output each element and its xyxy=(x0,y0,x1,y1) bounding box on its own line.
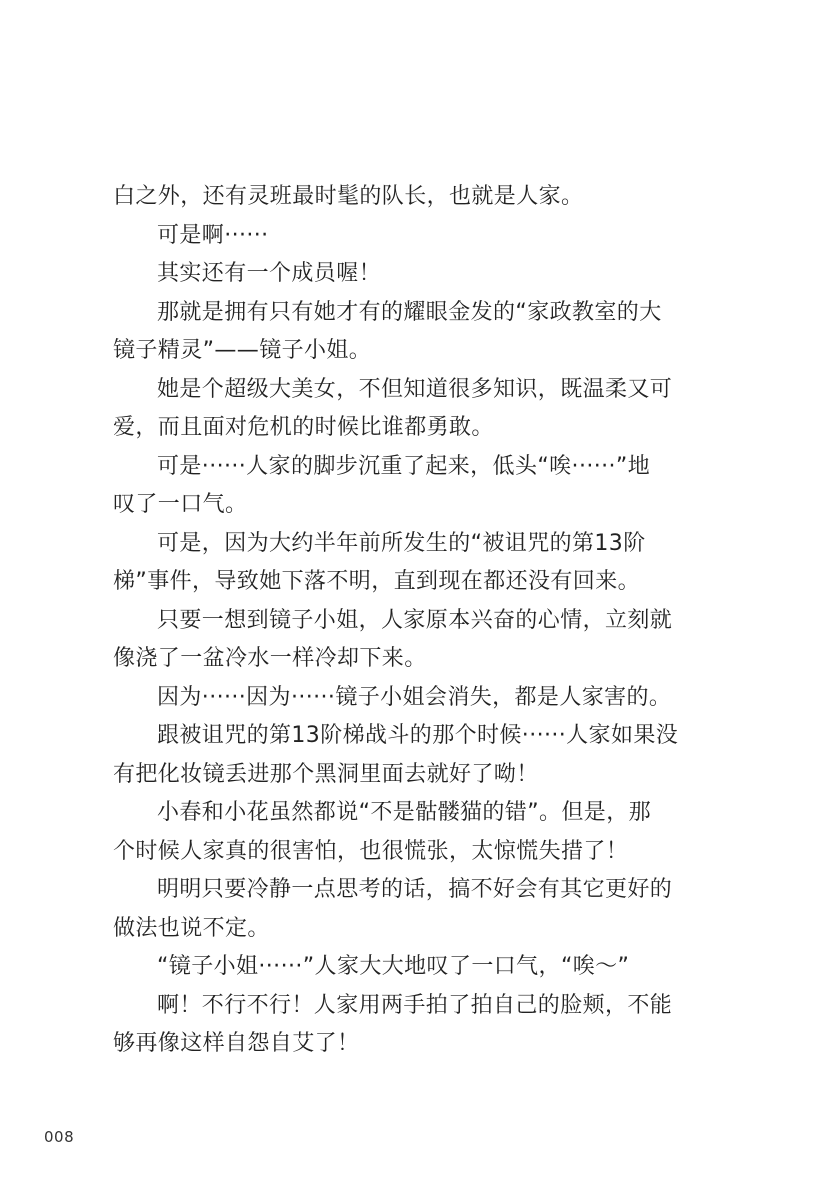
text-line: 可是啊······ xyxy=(157,222,269,248)
text-line: 只要一想到镜子小姐，人家原本兴奋的心情，立刻就 xyxy=(157,607,673,633)
text-line: 跟被诅咒的第13阶梯战斗的那个时候······人家如果没 xyxy=(157,723,679,748)
text-line: 镜子精灵”——镜子小姐。 xyxy=(113,338,372,363)
text-line: “镜子小姐······”人家大大地叹了一口气，“唉～” xyxy=(157,954,630,979)
text-line: 因为······因为······镜子小姐会消失，都是人家害的。 xyxy=(157,684,672,710)
text-line: 小春和小花虽然都说“不是骷髅猫的错”。但是，那 xyxy=(157,800,651,825)
text-line: 爱，而且面对危机的时候比谁都勇敢。 xyxy=(113,415,494,440)
text-line: 啊！不行不行！人家用两手拍了拍自己的脸颊，不能 xyxy=(157,992,673,1018)
text-line: 她是个超级大美女，不但知道很多知识，既温柔又可 xyxy=(157,376,673,402)
text-line: 做法也说不定。 xyxy=(113,915,270,941)
text-line: 够再像这样自怨自艾了！ xyxy=(113,1031,360,1056)
text-line: 那就是拥有只有她才有的耀眼金发的“家政教室的大 xyxy=(157,299,662,325)
text-line: 白之外，还有灵班最时髦的队长，也就是人家。 xyxy=(113,184,584,209)
body-text xyxy=(113,178,703,1064)
text-line: 明明只要冷静一点思考的话，搞不好会有其它更好的 xyxy=(157,877,673,902)
text-line: 可是······人家的脚步沉重了起来，低头“唉······”地 xyxy=(157,453,651,479)
page-number: 008 xyxy=(44,1128,75,1146)
text-line: 其实还有一个成员喔！ xyxy=(157,261,382,286)
text-line: 像浇了一盆冷水一样冷却下来。 xyxy=(113,646,427,671)
text-line: 可是，因为大约半年前所发生的“被诅咒的第13阶 xyxy=(157,530,646,556)
text-line: 个时候人家真的很害怕，也很慌张，太惊慌失措了！ xyxy=(113,838,629,864)
text-line: 有把化妆镜丢进那个黑洞里面去就好了呦！ xyxy=(113,761,539,787)
text-line: 叹了一口气。 xyxy=(113,492,248,517)
text-line: 梯”事件，导致她下落不明，直到现在都还没有回来。 xyxy=(113,569,640,594)
